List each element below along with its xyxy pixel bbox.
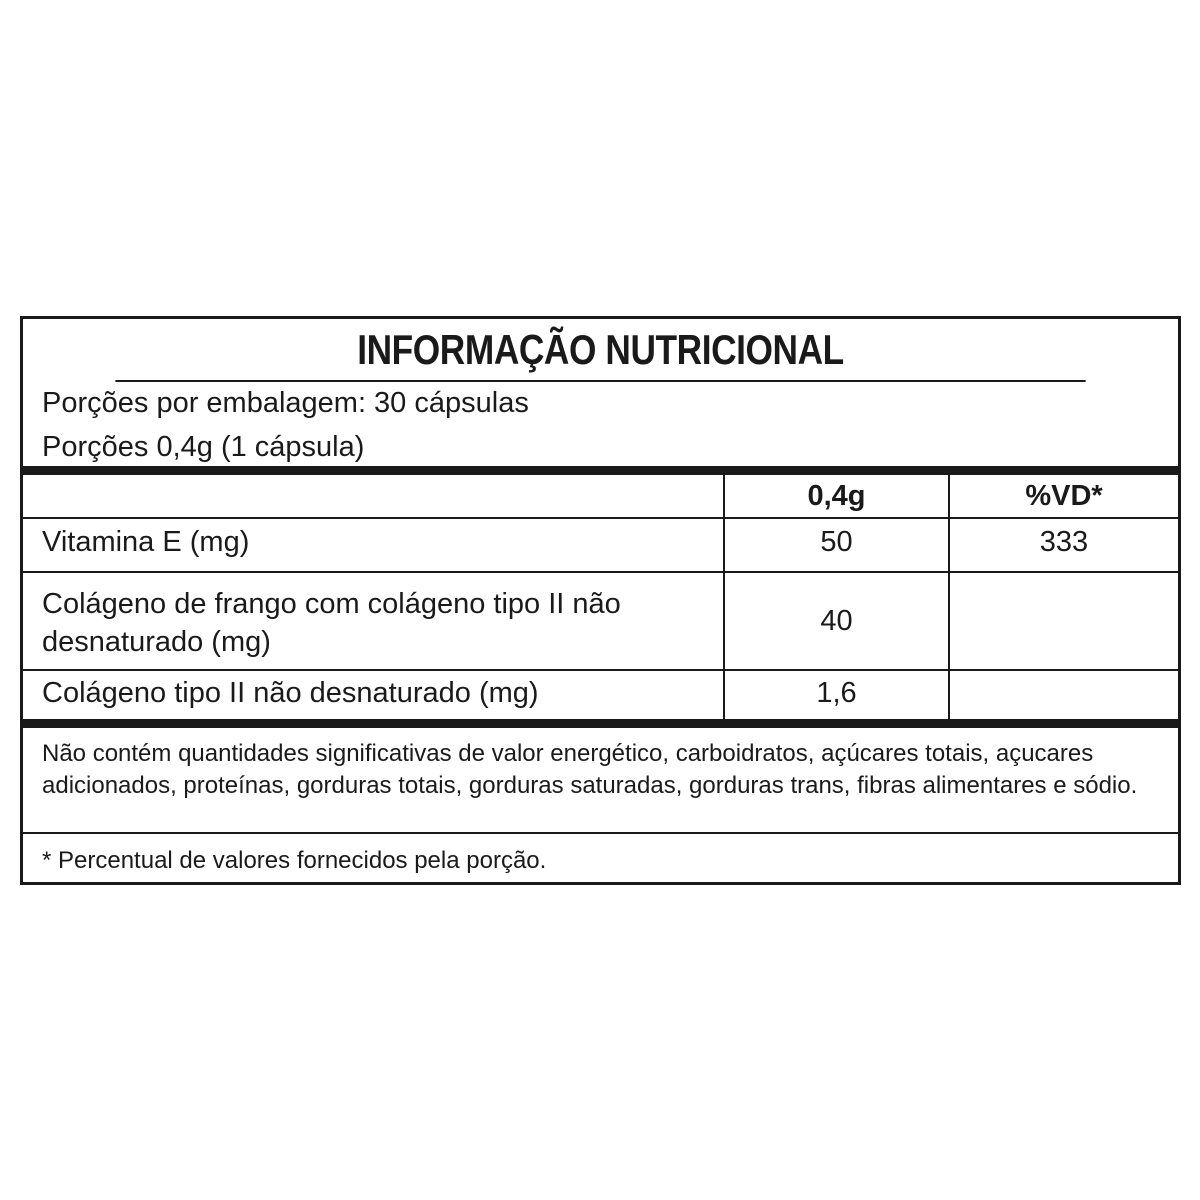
nutrient-name: Vitamina E (mg) — [42, 525, 250, 558]
table-row — [23, 519, 1178, 571]
header-amount: 0,4g — [723, 475, 948, 517]
note-divider — [23, 832, 1178, 834]
nutrient-name-line2: desnaturado (mg) — [42, 626, 271, 658]
servings-per-package: Porções por embalagem: 30 cápsulas — [42, 387, 529, 419]
nutrient-daily-value — [948, 573, 1178, 669]
table-row — [23, 573, 1178, 669]
servings-section — [23, 382, 1178, 470]
nutrient-amount: 40 — [723, 573, 948, 669]
table-header-row — [23, 475, 1178, 517]
thick-divider — [23, 466, 1178, 475]
nutrient-amount: 50 — [723, 519, 948, 571]
nutrient-daily-value: 333 — [948, 519, 1178, 571]
nutrient-name-line1: Colágeno de frango com colágeno tipo II não — [42, 588, 621, 620]
nutrient-amount: 1,6 — [723, 671, 948, 719]
footnote: * Percentual de valores fornecidos pela porção. — [42, 847, 547, 874]
nutrition-facts-label — [20, 316, 1181, 885]
not-significant-note: Não contém quantidades significativas de valor energético, carboidratos, açúcares totais, açucares adicionados, proteínas, gorduras totais, gorduras saturadas, gorduras trans, fibras alimentares e sódio. — [42, 740, 1138, 799]
thick-divider — [23, 719, 1178, 728]
label-title: INFORMAÇÃO NUTRICIONAL — [115, 319, 1085, 382]
table-row — [23, 671, 1178, 719]
header-daily-value: %VD* — [948, 475, 1178, 517]
serving-size: Porções 0,4g (1 cápsula) — [42, 431, 365, 463]
nutrient-daily-value — [948, 671, 1178, 719]
nutrient-name: Colágeno tipo II não desnaturado (mg) — [42, 676, 539, 709]
header-nutrient — [23, 475, 723, 517]
nutrient-name — [23, 573, 723, 669]
